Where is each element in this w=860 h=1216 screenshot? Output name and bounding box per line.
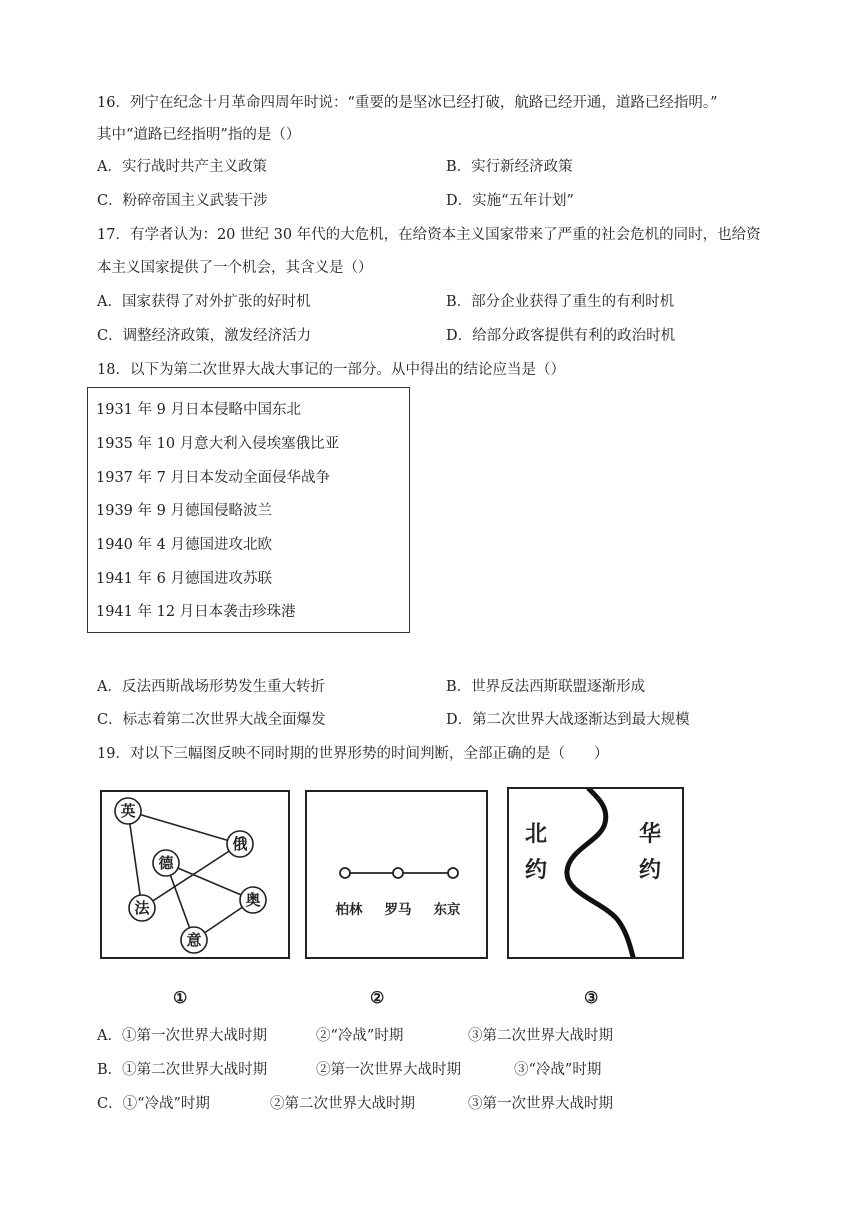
q16-option-b[interactable]: B．实行新经济政策 <box>446 159 573 175</box>
q18-option-b[interactable]: B．世界反法西斯联盟逐渐形成 <box>446 679 646 695</box>
q19-stem: 19．对以下三幅图反映不同时期的世界形势的时间判断，全部正确的是（ ） <box>97 746 609 762</box>
q17-option-d[interactable]: D．给部分政客提供有利的政治时机 <box>446 328 676 344</box>
city-rome: 罗马 <box>384 902 412 918</box>
warsaw-char-2: 约 <box>638 857 662 883</box>
q18-option-c[interactable]: C．标志着第二次世界大战全面爆发 <box>97 712 326 728</box>
alliance-network-figure <box>100 790 290 959</box>
q19-option-c-part1[interactable]: C．①“冷战”时期 <box>97 1096 210 1112</box>
q19-option-a-part1[interactable]: A．①第一次世界大战时期 <box>97 1028 267 1044</box>
q17-stem-line1: 17．有学者认为：20 世纪 30 年代的大危机，在给资本主义国家带来了严重的社会危机的同时，也给资 <box>97 227 761 243</box>
q19-option-c-part2: ②第二次世界大战时期 <box>270 1096 415 1112</box>
q18-event: 1941 年 12 月日本袭击珍珠港 <box>96 604 296 620</box>
q16-stem-line2: 其中“道路已经指明”指的是（） <box>97 127 301 143</box>
q17-stem-line2: 本主义国家提供了一个机会，其含义是（） <box>97 260 373 276</box>
q16-stem-line1: 16．列宁在纪念十月革命四周年时说：“重要的是坚冰已经打破，航路已经开通，道路已经指明。” <box>97 95 718 111</box>
q18-events-box <box>87 387 410 633</box>
node-germany: 德 <box>158 854 174 872</box>
q18-event: 1937 年 7 月日本发动全面侵华战争 <box>96 470 330 486</box>
node-russia: 俄 <box>232 835 248 853</box>
q18-option-d[interactable]: D．第二次世界大战逐渐达到最大规模 <box>446 712 690 728</box>
q16-option-c[interactable]: C．粉碎帝国主义武装干涉 <box>97 193 268 209</box>
q16-option-a[interactable]: A．实行战时共产主义政策 <box>97 159 267 175</box>
node-france: 法 <box>134 899 150 917</box>
q18-event: 1935 年 10 月意大利入侵埃塞俄比亚 <box>96 436 340 452</box>
node-italy: 意 <box>186 931 202 949</box>
cold-war-blocs-figure <box>507 787 684 959</box>
q18-stem: 18．以下为第二次世界大战大事记的一部分。从中得出的结论应当是（） <box>97 362 565 378</box>
node-austria: 奥 <box>245 891 261 909</box>
q18-option-a[interactable]: A．反法西斯战场形势发生重大转折 <box>97 679 325 695</box>
figure-3-label: ③ <box>584 988 599 1007</box>
q17-option-b[interactable]: B．部分企业获得了重生的有利时机 <box>446 294 675 310</box>
q19-option-a-part2: ②“冷战”时期 <box>316 1028 404 1044</box>
q19-option-a-part3: ③第二次世界大战时期 <box>468 1028 613 1044</box>
q17-option-c[interactable]: C．调整经济政策，激发经济活力 <box>97 328 312 344</box>
city-berlin: 柏林 <box>335 902 363 918</box>
q19-option-b-part3: ③“冷战”时期 <box>514 1062 602 1078</box>
nato-char-2: 约 <box>524 857 548 883</box>
q19-option-b-part2: ②第一次世界大战时期 <box>316 1062 461 1078</box>
q19-option-b-part1[interactable]: B．①第二次世界大战时期 <box>97 1062 268 1078</box>
q19-option-c-part3: ③第一次世界大战时期 <box>468 1096 613 1112</box>
q17-option-a[interactable]: A．国家获得了对外扩张的好时机 <box>97 294 311 310</box>
city-tokyo: 东京 <box>433 902 461 918</box>
nato-char-1: 北 <box>524 821 548 847</box>
node-britain: 英 <box>120 802 136 820</box>
figure-2-label: ② <box>370 988 385 1007</box>
figure-1-label: ① <box>173 988 188 1007</box>
q18-event: 1940 年 4 月德国进攻北欧 <box>96 537 272 553</box>
q18-event: 1931 年 9 月日本侵略中国东北 <box>96 402 301 418</box>
warsaw-char-1: 华 <box>638 821 662 847</box>
axis-powers-figure <box>305 790 488 959</box>
q16-option-d[interactable]: D．实施“五年计划” <box>446 193 574 209</box>
q18-event: 1939 年 9 月德国侵略波兰 <box>96 503 272 519</box>
q18-event: 1941 年 6 月德国进攻苏联 <box>96 571 272 587</box>
